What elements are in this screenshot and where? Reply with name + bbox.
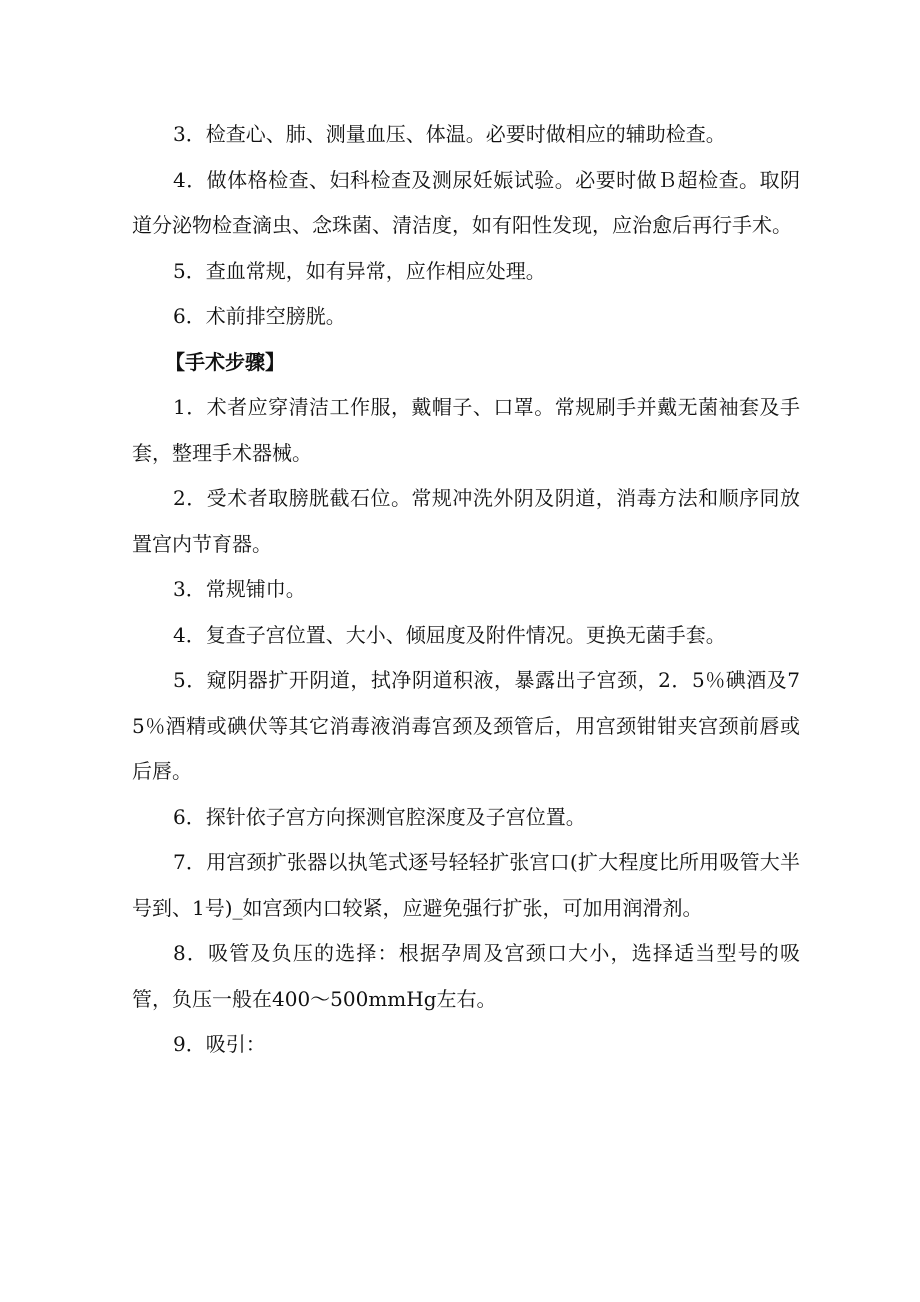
step-5: 5．窥阴器扩开阴道，拭净阴道积液，暴露出子宫颈，2．5％碘酒及75％酒精或碘伏等其它消毒液消毒宫颈及颈管后，用宫颈钳钳夹宫颈前唇或后唇。 — [132, 668, 800, 783]
section-heading-surgical-steps: 【手术步骤】 — [165, 349, 285, 374]
paragraph-blood-routine: 5．查血常规，如有异常，应作相应处理。 — [173, 258, 546, 283]
step-9: 9．吸引： — [173, 1032, 266, 1056]
paragraph-check-heart-lung: 3．检查心、肺、测量血压、体温。必要时做相应的辅助检查。 — [173, 122, 726, 146]
step-1: 1．术者应穿清洁工作服，戴帽子、口罩。常规刷手并戴无菌袖套及手套，整理手术器械。 — [132, 395, 800, 465]
step-6: 6．探针依子宫方向探测官腔深度及子宫位置。 — [173, 804, 586, 829]
step-7: 7．用宫颈扩张器以执笔式逐号轻轻扩张宫口(扩大程度比所用吸管大半号到、1号)_如宫颈内口较紧，应避免强行扩张，可加用润滑剂。 — [132, 850, 800, 920]
paragraph-empty-bladder: 6．术前排空膀胱。 — [173, 304, 346, 328]
step-3: 3．常规铺巾。 — [173, 577, 306, 601]
step-8: 8．吸管及负压的选择：根据孕周及宫颈口大小，选择适当型号的吸管，负压一般在400～500mmHg左右。 — [132, 941, 800, 1011]
step-2: 2．受术者取膀胱截石位。常规冲洗外阴及阴道，消毒方法和顺序同放置宫内节育器。 — [132, 486, 800, 556]
step-4: 4．复查子宫位置、大小、倾屈度及附件情况。更换无菌手套。 — [173, 622, 726, 647]
paragraph-physical-exam: 4．做体格检查、妇科检查及测尿妊娠试验。必要时做Ｂ超检查。取阴道分泌物检查滴虫、念珠菌、清洁度，如有阳性发现，应治愈后再行手术。 — [132, 167, 800, 237]
document-body — [132, 112, 800, 1068]
